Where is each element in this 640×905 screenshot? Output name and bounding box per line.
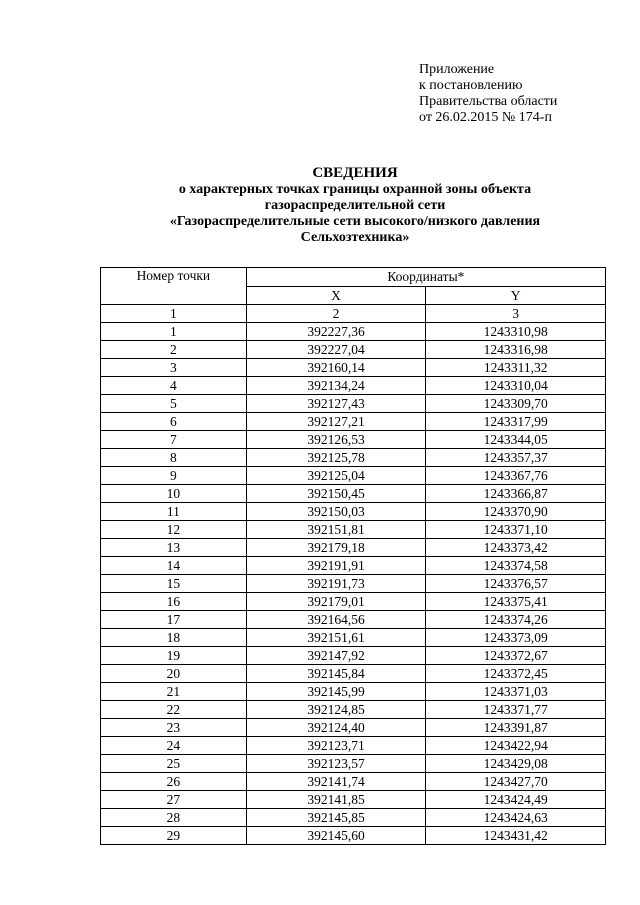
point-number-cell: 14 bbox=[101, 557, 247, 575]
title-line: «Газораспределительные сети высокого/низкого давления bbox=[169, 214, 541, 229]
y-coordinate-cell: 1243422,94 bbox=[426, 737, 606, 755]
table-row bbox=[101, 485, 606, 503]
x-coordinate-cell: 392141,85 bbox=[246, 791, 426, 809]
point-number-cell: 8 bbox=[101, 449, 247, 467]
y-coordinate-cell: 1243373,42 bbox=[426, 539, 606, 557]
x-coordinate-cell: 392125,04 bbox=[246, 467, 426, 485]
x-coordinate-cell: 392227,36 bbox=[246, 323, 426, 341]
table-row bbox=[101, 665, 606, 683]
point-number-cell: 21 bbox=[101, 683, 247, 701]
x-coordinate-cell: 392127,21 bbox=[246, 413, 426, 431]
point-number-cell: 28 bbox=[101, 809, 247, 827]
y-coordinate-cell: 1243431,42 bbox=[426, 827, 606, 845]
x-coordinate-cell: 392145,99 bbox=[246, 683, 426, 701]
x-coordinate-cell: 392150,03 bbox=[246, 503, 426, 521]
table-row bbox=[101, 737, 606, 755]
point-number-cell: 20 bbox=[101, 665, 247, 683]
page-title: СВЕДЕНИЯ bbox=[312, 165, 398, 181]
point-number-cell: 22 bbox=[101, 701, 247, 719]
table-row bbox=[101, 539, 606, 557]
table-row bbox=[101, 791, 606, 809]
table-row bbox=[101, 341, 606, 359]
column-index-row bbox=[101, 305, 606, 323]
document-title bbox=[100, 164, 610, 246]
point-number-cell: 12 bbox=[101, 521, 247, 539]
coordinates-table bbox=[100, 267, 606, 845]
point-number-cell: 7 bbox=[101, 431, 247, 449]
point-number-cell: 11 bbox=[101, 503, 247, 521]
table-row bbox=[101, 467, 606, 485]
y-coordinate-cell: 1243370,90 bbox=[426, 503, 606, 521]
point-number-cell: 17 bbox=[101, 611, 247, 629]
y-coordinate-cell: 1243317,99 bbox=[426, 413, 606, 431]
table-row bbox=[101, 377, 606, 395]
y-coordinate-cell: 1243371,03 bbox=[426, 683, 606, 701]
header-y: Y bbox=[426, 287, 606, 305]
table-row bbox=[101, 719, 606, 737]
annex-header bbox=[419, 62, 557, 126]
x-coordinate-cell: 392147,92 bbox=[246, 647, 426, 665]
table-row bbox=[101, 557, 606, 575]
y-coordinate-cell: 1243427,70 bbox=[426, 773, 606, 791]
point-number-cell: 5 bbox=[101, 395, 247, 413]
y-coordinate-cell: 1243344,05 bbox=[426, 431, 606, 449]
y-coordinate-cell: 1243371,77 bbox=[426, 701, 606, 719]
y-coordinate-cell: 1243374,58 bbox=[426, 557, 606, 575]
x-coordinate-cell: 392145,85 bbox=[246, 809, 426, 827]
y-coordinate-cell: 1243372,67 bbox=[426, 647, 606, 665]
x-coordinate-cell: 392125,78 bbox=[246, 449, 426, 467]
header-x: X bbox=[246, 287, 426, 305]
y-coordinate-cell: 1243357,37 bbox=[426, 449, 606, 467]
point-number-cell: 23 bbox=[101, 719, 247, 737]
y-coordinate-cell: 1243372,45 bbox=[426, 665, 606, 683]
x-coordinate-cell: 392124,40 bbox=[246, 719, 426, 737]
column-index: 1 bbox=[101, 305, 247, 323]
table-row bbox=[101, 809, 606, 827]
point-number-cell: 25 bbox=[101, 755, 247, 773]
table-row bbox=[101, 521, 606, 539]
y-coordinate-cell: 1243424,63 bbox=[426, 809, 606, 827]
x-coordinate-cell: 392191,73 bbox=[246, 575, 426, 593]
y-coordinate-cell: 1243310,98 bbox=[426, 323, 606, 341]
table-row bbox=[101, 593, 606, 611]
y-coordinate-cell: 1243309,70 bbox=[426, 395, 606, 413]
table-row bbox=[101, 323, 606, 341]
x-coordinate-cell: 392150,45 bbox=[246, 485, 426, 503]
y-coordinate-cell: 1243311,32 bbox=[426, 359, 606, 377]
y-coordinate-cell: 1243375,41 bbox=[426, 593, 606, 611]
header-point-number: Номер точки bbox=[101, 268, 247, 305]
x-coordinate-cell: 392179,01 bbox=[246, 593, 426, 611]
annex-line: Правительства области bbox=[419, 94, 558, 109]
table-row bbox=[101, 413, 606, 431]
point-number-cell: 1 bbox=[101, 323, 247, 341]
table-row bbox=[101, 395, 606, 413]
table-row bbox=[101, 647, 606, 665]
x-coordinate-cell: 392227,04 bbox=[246, 341, 426, 359]
x-coordinate-cell: 392134,24 bbox=[246, 377, 426, 395]
point-number-cell: 4 bbox=[101, 377, 247, 395]
point-number-cell: 24 bbox=[101, 737, 247, 755]
header-coordinates: Координаты* bbox=[246, 268, 605, 287]
y-coordinate-cell: 1243373,09 bbox=[426, 629, 606, 647]
x-coordinate-cell: 392145,84 bbox=[246, 665, 426, 683]
point-number-cell: 27 bbox=[101, 791, 247, 809]
point-number-cell: 3 bbox=[101, 359, 247, 377]
table-row bbox=[101, 755, 606, 773]
y-coordinate-cell: 1243316,98 bbox=[426, 341, 606, 359]
table-row bbox=[101, 773, 606, 791]
y-coordinate-cell: 1243310,04 bbox=[426, 377, 606, 395]
x-coordinate-cell: 392141,74 bbox=[246, 773, 426, 791]
x-coordinate-cell: 392179,18 bbox=[246, 539, 426, 557]
table-body bbox=[101, 305, 606, 845]
point-number-cell: 19 bbox=[101, 647, 247, 665]
x-coordinate-cell: 392151,81 bbox=[246, 521, 426, 539]
x-coordinate-cell: 392123,71 bbox=[246, 737, 426, 755]
title-line: о характерных точках границы охранной зоны объекта bbox=[178, 182, 532, 197]
table-row bbox=[101, 575, 606, 593]
point-number-cell: 9 bbox=[101, 467, 247, 485]
column-index: 3 bbox=[426, 305, 606, 323]
table-row bbox=[101, 611, 606, 629]
table-row bbox=[101, 449, 606, 467]
y-coordinate-cell: 1243374,26 bbox=[426, 611, 606, 629]
x-coordinate-cell: 392145,60 bbox=[246, 827, 426, 845]
point-number-cell: 10 bbox=[101, 485, 247, 503]
annex-date: от 26.02.2015 № 174-п bbox=[419, 110, 552, 125]
x-coordinate-cell: 392124,85 bbox=[246, 701, 426, 719]
x-coordinate-cell: 392127,43 bbox=[246, 395, 426, 413]
table-row bbox=[101, 683, 606, 701]
y-coordinate-cell: 1243367,76 bbox=[426, 467, 606, 485]
y-coordinate-cell: 1243371,10 bbox=[426, 521, 606, 539]
point-number-cell: 2 bbox=[101, 341, 247, 359]
point-number-cell: 16 bbox=[101, 593, 247, 611]
point-number-cell: 26 bbox=[101, 773, 247, 791]
point-number-cell: 6 bbox=[101, 413, 247, 431]
annex-line: Приложение bbox=[419, 62, 495, 77]
y-coordinate-cell: 1243391,87 bbox=[426, 719, 606, 737]
y-coordinate-cell: 1243429,08 bbox=[426, 755, 606, 773]
x-coordinate-cell: 392123,57 bbox=[246, 755, 426, 773]
y-coordinate-cell: 1243366,87 bbox=[426, 485, 606, 503]
table-row bbox=[101, 503, 606, 521]
column-index: 2 bbox=[246, 305, 426, 323]
table-row bbox=[101, 701, 606, 719]
x-coordinate-cell: 392191,91 bbox=[246, 557, 426, 575]
table-row bbox=[101, 359, 606, 377]
point-number-cell: 29 bbox=[101, 827, 247, 845]
x-coordinate-cell: 392126,53 bbox=[246, 431, 426, 449]
y-coordinate-cell: 1243376,57 bbox=[426, 575, 606, 593]
table-row bbox=[101, 629, 606, 647]
y-coordinate-cell: 1243424,49 bbox=[426, 791, 606, 809]
x-coordinate-cell: 392160,14 bbox=[246, 359, 426, 377]
point-number-cell: 18 bbox=[101, 629, 247, 647]
table-row bbox=[101, 431, 606, 449]
title-line: Сельхозтехника» bbox=[300, 230, 410, 245]
point-number-cell: 13 bbox=[101, 539, 247, 557]
annex-line: к постановлению bbox=[419, 78, 523, 93]
point-number-cell: 15 bbox=[101, 575, 247, 593]
x-coordinate-cell: 392151,61 bbox=[246, 629, 426, 647]
x-coordinate-cell: 392164,56 bbox=[246, 611, 426, 629]
table-row bbox=[101, 827, 606, 845]
title-line: газораспределительной сети bbox=[264, 198, 446, 213]
